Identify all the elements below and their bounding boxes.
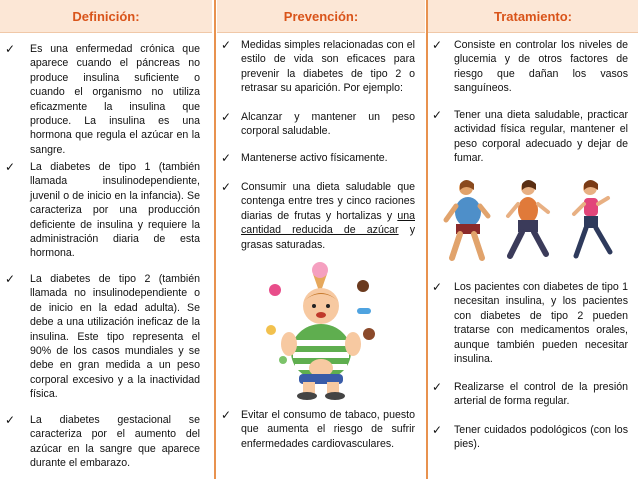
prevention-header: Prevención: bbox=[217, 0, 425, 33]
check-icon: ✓ bbox=[432, 38, 443, 52]
treatment-column bbox=[428, 0, 638, 479]
prevention-item: ✓ Medidas simples relacionadas con el estilo de vida son eficaces para prevenir la diabetes de tipo 2 o retrasar su aparición. Por ejemplo: bbox=[221, 38, 415, 95]
check-icon: ✓ bbox=[221, 408, 232, 422]
candy-icon bbox=[266, 325, 276, 335]
treatment-item: ✓ Tener cuidados podológicos (con los pies). bbox=[432, 423, 628, 451]
boy-with-sweets-illustration bbox=[261, 260, 381, 400]
candy-icon bbox=[279, 356, 287, 364]
underlined-text: una cantidad reducida de azúcar bbox=[241, 209, 415, 237]
prevention-column bbox=[217, 0, 425, 479]
treatment-item: ✓ Tener una dieta saludable, practicar actividad física regular, mantener el peso corporal adecuado y dejar de fumar. bbox=[432, 108, 628, 165]
check-icon: ✓ bbox=[432, 280, 443, 294]
prevention-item: ✓ Consumir una dieta saludable que contenga entre tres y cinco raciones diarias de frutas y hortalizas y una cantidad reducida de azúcar y grasas saturadas. bbox=[221, 180, 415, 251]
check-icon: ✓ bbox=[221, 180, 232, 194]
check-icon: ✓ bbox=[432, 108, 443, 122]
prevention-item: ✓ Evitar el consumo de tabaco, puesto que aumenta el riesgo de sufrir enfermedades cardiovasculares. bbox=[221, 408, 415, 450]
column-divider bbox=[214, 0, 216, 479]
women-running-illustration bbox=[438, 176, 630, 266]
candy-icon bbox=[269, 284, 281, 296]
definition-column bbox=[0, 0, 212, 479]
prevention-item: ✓ Alcanzar y mantener un peso corporal saludable. bbox=[221, 110, 415, 138]
check-icon: ✓ bbox=[432, 380, 443, 394]
definition-item: ✓ La diabetes de tipo 1 (también llamada insulinodependiente, juvenil o de inicio en la infancia). Se caracteriza por una producción deficiente de insulina y requiere la administración diaria de esta hormona. bbox=[5, 160, 200, 260]
definition-item: ✓ La diabetes gestacional se caracteriza por el aumento del azúcar en la sangre que aparece durante el embarazo. bbox=[5, 413, 200, 470]
treatment-header: Tratamiento: bbox=[428, 0, 638, 33]
column-divider bbox=[426, 0, 428, 479]
check-icon: ✓ bbox=[432, 423, 443, 437]
definition-header: Definición: bbox=[0, 0, 212, 33]
check-icon: ✓ bbox=[221, 110, 232, 124]
check-icon: ✓ bbox=[5, 160, 16, 174]
cookie-icon bbox=[357, 280, 369, 292]
check-icon: ✓ bbox=[221, 38, 232, 52]
treatment-item: ✓ Realizarse el control de la presión arterial de forma regular. bbox=[432, 380, 628, 408]
check-icon: ✓ bbox=[5, 272, 16, 286]
chocolate-icon bbox=[363, 328, 375, 340]
candy-icon bbox=[357, 308, 371, 314]
definition-item: ✓ Es una enfermedad crónica que aparece cuando el páncreas no produce insulina suficiente o cuando el organismo no utiliza eficazmente la insulina que produce. La insulina es una hormona que regula el azúcar en la sangre. bbox=[5, 42, 200, 156]
check-icon: ✓ bbox=[5, 42, 16, 56]
treatment-item: ✓ Consiste en controlar los niveles de glucemia y de otros factores de riesgo que dañan los vasos sanguíneos. bbox=[432, 38, 628, 95]
definition-item: ✓ La diabetes de tipo 2 (también llamada no insulinodependiente o de inicio en la edad adulta). Se debe a una utilización ineficaz de la insulina. Este tipo representa el 90% de los casos mundiales y se debe en gran medida a un peso corporal excesivo y a la inactividad física. bbox=[5, 272, 200, 401]
check-icon: ✓ bbox=[221, 151, 232, 165]
treatment-item: ✓ Los pacientes con diabetes de tipo 1 necesitan insulina, y los pacientes con diabetes de tipo 2 pueden tratarse con medicamentos orales, aunque también pueden necesitar insulina. bbox=[432, 280, 628, 366]
prevention-item: ✓ Mantenerse activo físicamente. bbox=[221, 151, 388, 165]
check-icon: ✓ bbox=[5, 413, 16, 427]
